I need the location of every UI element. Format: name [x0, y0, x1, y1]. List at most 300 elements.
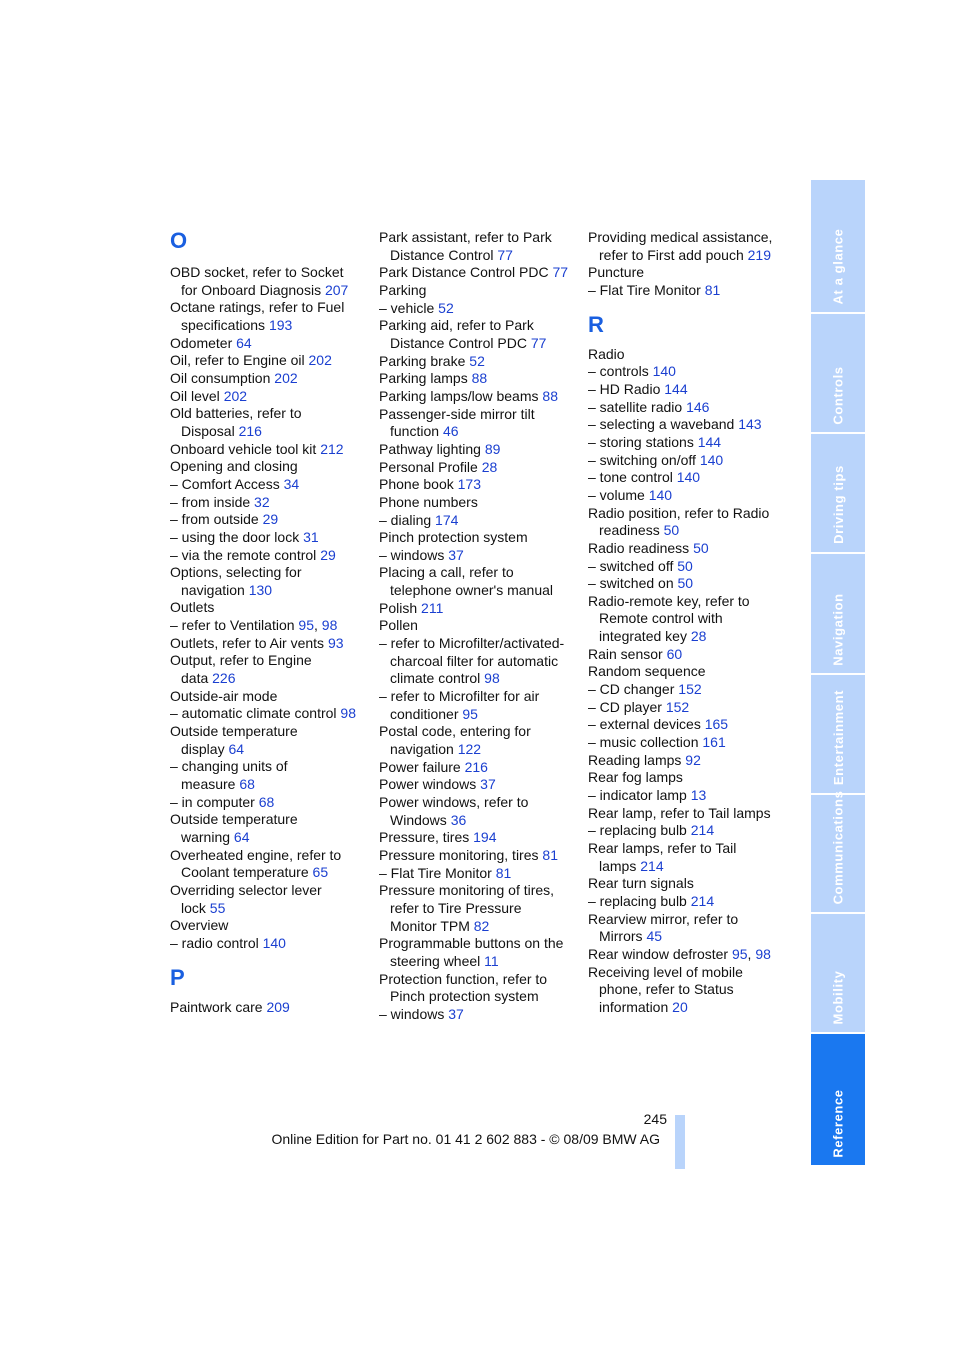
page-link[interactable]: 29 — [262, 511, 279, 528]
index-entry-text: Output, refer to Engine — [170, 652, 312, 669]
index-entry-text: – radio control — [170, 934, 259, 951]
index-entry-text: – satellite radio — [588, 398, 683, 415]
index-entry-text: Programmable buttons on the — [379, 935, 564, 952]
page-link[interactable]: 98 — [755, 945, 771, 962]
page-link[interactable]: 98 — [340, 705, 356, 722]
index-entry-text: warning — [181, 829, 231, 845]
index-entry-text: for Onboard Diagnosis — [181, 281, 322, 298]
page-link[interactable]: 214 — [690, 892, 715, 909]
index-entry-text: refer to Tire Pressure — [390, 899, 522, 916]
index-entry — [379, 406, 584, 424]
index-entry — [588, 858, 793, 876]
index-entry — [588, 469, 793, 487]
index-entry-text: – refer to Microfilter/activated- — [379, 635, 565, 652]
index-entry — [379, 423, 584, 441]
index-entry — [588, 452, 793, 470]
page-link[interactable]: 52 — [469, 352, 485, 369]
page-link[interactable]: 140 — [676, 469, 701, 486]
index-entry-text: Providing medical assistance, — [588, 229, 773, 245]
index-entry-text: – Comfort Access — [170, 475, 280, 492]
index-entry — [588, 663, 793, 681]
index-entry-text: Protection function, refer to — [379, 970, 548, 987]
page-link[interactable]: 202 — [308, 352, 332, 369]
index-entry-text: Rear lamp, refer to Tail lamps — [588, 804, 771, 821]
index-entry — [588, 699, 793, 717]
index-entry-text: Pinch protection system — [390, 988, 539, 1005]
index-entry-text: – dialing — [379, 511, 432, 528]
index-entry-text: phone, refer to Status — [599, 981, 734, 998]
index-entry — [379, 759, 584, 777]
index-entry — [379, 529, 584, 547]
index-entry-text: Pinch protection system — [379, 529, 528, 546]
sidebar-tab-controls[interactable] — [811, 314, 865, 434]
index-letter-heading: P — [170, 964, 185, 990]
index-entry-text: conditioner — [390, 705, 459, 722]
page-link[interactable]: 32 — [254, 493, 270, 510]
index-entry-text: – switching on/off — [588, 451, 696, 468]
index-entry — [588, 610, 793, 628]
index-entry — [170, 282, 370, 300]
index-entry-text: navigation — [390, 741, 454, 758]
page-link[interactable]: 193 — [268, 316, 293, 333]
index-entry — [379, 865, 584, 883]
index-entry — [379, 476, 584, 494]
index-entry-text: – indicator lamp — [588, 787, 687, 804]
index-entry-text: measure — [181, 776, 236, 793]
index-entry-text: Parking lamps — [379, 370, 468, 387]
sidebar-tab-label: Communications — [830, 790, 846, 904]
index-entry-text: Rear lamps, refer to Tail — [588, 840, 737, 856]
index-entry-text: Rearview mirror, refer to — [588, 910, 739, 927]
index-entry-text: – from outside — [170, 511, 259, 528]
index-entry-text: Radio-remote key, refer to — [588, 592, 750, 609]
index-entry — [170, 847, 370, 865]
index-entry-text: – tone control — [588, 469, 673, 486]
sidebar-tab-label: Controls — [830, 365, 846, 425]
index-entry-text: Radio position, refer to Radio — [588, 504, 770, 521]
index-entry-text: – Flat Tire Monitor — [379, 864, 492, 881]
index-entry — [170, 864, 370, 882]
index-entry-text: – HD Radio — [588, 380, 661, 397]
index-entry-text: Parking brake — [379, 352, 466, 369]
index-entry-text: display — [181, 740, 225, 757]
page-link[interactable]: 202 — [223, 387, 248, 404]
index-entry — [170, 441, 370, 459]
page-link[interactable]: 68 — [258, 793, 275, 810]
page-link[interactable]: 152 — [678, 681, 702, 698]
page-link[interactable]: 29 — [320, 546, 336, 563]
index-entry-text: – CD player — [588, 698, 662, 715]
sidebar-tab-entertainment[interactable] — [811, 675, 865, 795]
index-entry — [379, 353, 584, 371]
index-entry — [588, 787, 793, 805]
page-link[interactable]: 50 — [677, 557, 693, 574]
index-entry-text: lock — [181, 899, 206, 916]
page-link[interactable]: 144 — [697, 433, 722, 450]
index-entry-text: Radio readiness — [588, 539, 690, 556]
index-entry — [379, 829, 584, 847]
index-entry-text: Pressure monitoring of tires, — [379, 882, 555, 899]
index-entry — [170, 370, 370, 388]
index-entry-text: charcoal filter for automatic — [390, 652, 559, 669]
sidebar-tab-at-a-glance[interactable] — [811, 180, 865, 314]
index-entry — [588, 875, 793, 893]
index-entry — [588, 363, 793, 381]
page-link[interactable]: 28 — [690, 628, 707, 645]
index-entry — [170, 935, 370, 953]
page-link[interactable]: 82 — [473, 917, 490, 934]
index-entry — [379, 723, 584, 741]
index-entry-text: integrated key — [599, 628, 687, 645]
index-entry — [379, 776, 584, 794]
index-entry-text: – refer to Ventilation — [170, 617, 295, 634]
index-entry — [379, 812, 584, 830]
index-entry-text: Opening and closing — [170, 458, 298, 475]
page-link[interactable]: 214 — [690, 822, 715, 839]
sidebar-tab-label: Entertainment — [830, 689, 846, 786]
page-link[interactable]: 88 — [542, 387, 558, 404]
index-entry — [588, 540, 793, 558]
page-link[interactable]: 11 — [484, 952, 499, 969]
page-link[interactable]: 88 — [471, 370, 488, 387]
index-entry — [170, 511, 370, 529]
sidebar-tab-label: Reference — [830, 1088, 846, 1158]
index-entry-text: Outlets, refer to Air vents — [170, 634, 325, 651]
page-link[interactable]: 152 — [665, 698, 690, 715]
index-entry-text: Coolant temperature — [181, 864, 309, 881]
index-entry-text: – external devices — [588, 716, 701, 733]
page-link[interactable]: 81 — [542, 846, 558, 863]
sidebar-tab-communications[interactable] — [811, 790, 865, 914]
page-link[interactable]: 95 — [731, 945, 748, 962]
index-column-3 — [588, 229, 793, 1017]
index-entry-text: climate control — [390, 670, 481, 687]
index-entry-text: – switched on — [588, 575, 674, 592]
index-entry — [170, 670, 370, 688]
index-entry — [170, 529, 370, 547]
page-link[interactable]: 216 — [464, 758, 488, 775]
index-entry-text: Onboard vehicle tool kit — [170, 440, 317, 457]
index-entry-text: – selecting a waveband — [588, 416, 735, 433]
page-link[interactable]: 165 — [704, 716, 729, 733]
index-letter-heading: R — [588, 311, 604, 337]
page-link[interactable]: 122 — [457, 741, 482, 758]
index-entry — [379, 370, 584, 388]
page-link[interactable]: 60 — [666, 645, 683, 662]
index-entry — [588, 734, 793, 752]
index-entry-text: Paintwork care — [170, 998, 263, 1015]
page-link[interactable]: 64 — [233, 829, 250, 845]
index-entry — [588, 282, 793, 300]
index-entry — [379, 670, 584, 688]
index-entry-text: – vehicle — [379, 299, 435, 316]
index-entry-text: Pollen — [379, 617, 418, 634]
sidebar-tab-driving-tips[interactable] — [811, 434, 865, 554]
index-entry-text: – automatic climate control — [170, 705, 337, 722]
index-entry-text: information — [599, 998, 669, 1015]
page-link[interactable]: 95 — [298, 617, 314, 634]
index-entry — [588, 575, 793, 593]
page-link[interactable]: 212 — [320, 440, 344, 457]
chapter-sidebar — [811, 180, 865, 1167]
index-entry-text: Pressure, tires — [379, 829, 470, 846]
page-number: 245 — [643, 1111, 667, 1127]
index-entry — [588, 981, 793, 999]
index-entry-text: Overriding selector lever — [170, 881, 322, 898]
index-entry — [379, 847, 584, 865]
index-entry — [170, 582, 370, 600]
index-entry — [379, 635, 584, 653]
page-link[interactable]: 52 — [438, 299, 454, 316]
index-entry — [588, 399, 793, 417]
index-entry — [170, 335, 370, 353]
index-entry — [379, 441, 584, 459]
page-link[interactable]: 194 — [473, 829, 497, 846]
index-entry-text: Mirrors — [599, 928, 643, 945]
index-entry — [588, 505, 793, 523]
index-entry — [170, 458, 370, 476]
index-entry — [379, 335, 584, 353]
index-entry-text: – changing units of — [170, 758, 288, 775]
page-link[interactable]: 65 — [312, 864, 329, 881]
page-link[interactable]: 98 — [484, 670, 500, 687]
page-link[interactable]: 37 — [480, 776, 496, 793]
index-entry — [588, 416, 793, 434]
page-link[interactable]: 161 — [702, 734, 726, 751]
index-entry — [170, 317, 370, 335]
index-entry-text: Outside temperature — [170, 723, 298, 740]
index-entry-text: Puncture — [588, 264, 645, 281]
sidebar-tab-label: Mobility — [830, 970, 846, 1024]
page-link[interactable]: 36 — [450, 811, 467, 828]
index-entry — [170, 794, 370, 812]
sidebar-tab-label: At a glance — [830, 228, 846, 304]
index-entry-text: Reading lamps — [588, 751, 682, 768]
page-link[interactable]: 50 — [677, 575, 694, 592]
index-entry — [588, 558, 793, 576]
page-link[interactable]: 202 — [274, 369, 298, 386]
index-entry — [170, 494, 370, 512]
index-entry-text: telephone owner's manual — [390, 582, 554, 599]
page-link[interactable]: 209 — [266, 998, 290, 1015]
index-entry — [170, 652, 370, 670]
sidebar-tab-mobility[interactable] — [811, 914, 865, 1034]
page-link[interactable]: 207 — [324, 281, 349, 298]
sidebar-tab-reference[interactable] — [811, 1034, 865, 1167]
index-entry-text: Overheated engine, refer to — [170, 846, 342, 863]
page-link[interactable]: 77 — [497, 246, 513, 263]
index-entry — [379, 459, 584, 477]
index-entry — [379, 1006, 584, 1024]
index-entry-text: Outside temperature — [170, 811, 298, 828]
index-column-2 — [379, 229, 584, 1024]
page-link[interactable]: 216 — [238, 422, 262, 439]
index-entry — [379, 582, 584, 600]
index-entry — [170, 882, 370, 900]
page-link[interactable]: 81 — [495, 864, 512, 881]
page-link[interactable]: 89 — [484, 440, 501, 457]
index-entry — [170, 423, 370, 441]
index-entry-text: Power failure — [379, 758, 461, 775]
page-link[interactable]: 31 — [303, 528, 319, 545]
page-link[interactable]: 50 — [663, 522, 680, 539]
index-entry — [379, 882, 584, 900]
index-entry-text: – in computer — [170, 793, 255, 810]
index-entry — [170, 917, 370, 935]
page-link[interactable]: 77 — [552, 264, 569, 281]
index-entry — [170, 776, 370, 794]
index-entry-text: Odometer — [170, 334, 233, 351]
index-entry-text: Parking aid, refer to Park — [379, 317, 534, 334]
index-entry-text: – Flat Tire Monitor — [588, 281, 701, 298]
page-link[interactable]: 64 — [236, 334, 252, 351]
index-entry — [170, 405, 370, 423]
page-link[interactable]: 45 — [646, 928, 663, 945]
index-entry — [170, 547, 370, 565]
index-entry — [379, 282, 584, 300]
page-link[interactable]: 173 — [457, 476, 481, 493]
index-entry-text: Old batteries, refer to — [170, 405, 302, 422]
index-entry — [588, 893, 793, 911]
index-entry-text: steering wheel — [390, 952, 481, 969]
index-entry-text: Outside-air mode — [170, 687, 278, 704]
index-entry — [379, 512, 584, 530]
index-entry: – refer to Ventilation 95, 98 — [170, 617, 338, 634]
index-entry — [379, 247, 584, 265]
page-link[interactable]: 130 — [248, 581, 273, 598]
index-entry — [588, 716, 793, 734]
index-entry-text: specifications — [181, 316, 266, 333]
index-entry-text: Remote control with — [599, 610, 723, 627]
index-entry-text: data — [181, 670, 209, 687]
index-entry — [588, 264, 793, 282]
index-entry-text: – music collection — [588, 734, 699, 751]
index-entry-text: Oil consumption — [170, 369, 271, 386]
page-link[interactable]: 219 — [747, 246, 771, 263]
index-entry-text: – volume — [588, 486, 645, 503]
index-entry — [170, 635, 370, 653]
index-entry — [588, 769, 793, 787]
index-entry — [379, 600, 584, 618]
page-link[interactable]: 77 — [530, 334, 547, 351]
page-link[interactable]: 146 — [686, 398, 710, 415]
index-entry-text: Power windows — [379, 776, 477, 793]
page-link[interactable]: 174 — [435, 511, 459, 528]
page-link[interactable]: 140 — [652, 363, 676, 380]
index-entry-text: Monitor TPM — [390, 917, 470, 934]
index-entry-text: Postal code, entering for — [379, 723, 531, 740]
index-entry-text: – controls — [588, 363, 649, 380]
page-number-bar — [675, 1115, 685, 1169]
index-entry — [170, 829, 370, 847]
page-link[interactable]: 95 — [462, 705, 478, 722]
page-link[interactable]: 140 — [648, 486, 673, 503]
index-entry — [588, 840, 793, 858]
page-link[interactable]: 46 — [442, 423, 459, 440]
index-entry — [588, 628, 793, 646]
index-entry — [379, 688, 584, 706]
page-link[interactable]: 144 — [664, 380, 688, 397]
index-entry-text: readiness — [599, 522, 660, 539]
index-entry-text: Outlets — [170, 599, 215, 616]
index-entry-text: navigation — [181, 581, 245, 598]
index-entry — [588, 805, 793, 823]
index-entry-text: Rear turn signals — [588, 875, 694, 892]
page-link[interactable]: 214 — [640, 857, 664, 874]
index-entry — [379, 264, 584, 282]
index-entry — [588, 822, 793, 840]
index-entry-text: Disposal — [181, 422, 235, 439]
index-entry — [588, 247, 793, 265]
index-entry-text: – storing stations — [588, 433, 694, 450]
index-entry — [379, 494, 584, 512]
index-entry — [588, 646, 793, 664]
page-link[interactable]: 13 — [690, 787, 707, 804]
index-entry — [379, 935, 584, 953]
page-link[interactable]: 28 — [481, 458, 498, 475]
index-entry — [170, 264, 370, 282]
index-entry — [588, 487, 793, 505]
page-link[interactable]: 20 — [672, 998, 688, 1015]
index-entry: Rear window defroster 95, 98 — [588, 945, 771, 962]
index-entry — [588, 593, 793, 611]
page-link[interactable]: 93 — [327, 634, 344, 651]
page-link[interactable]: 98 — [321, 617, 338, 634]
page-link[interactable]: 50 — [693, 539, 709, 556]
page-link[interactable]: 92 — [685, 751, 701, 768]
index-entry-text: Parking lamps/low beams — [379, 387, 539, 404]
page-link[interactable]: 55 — [209, 899, 226, 916]
index-entry — [170, 705, 370, 723]
index-entry — [588, 911, 793, 929]
index-entry — [379, 794, 584, 812]
index-entry-text: Rear window defroster — [588, 945, 729, 962]
index-entry-text: Octane ratings, refer to Fuel — [170, 299, 345, 316]
index-entry — [170, 388, 370, 406]
page-link[interactable]: 68 — [239, 776, 255, 793]
index-entry — [588, 381, 793, 399]
page-link[interactable]: 140 — [699, 451, 724, 468]
index-entry — [379, 564, 584, 582]
index-entry — [588, 928, 793, 946]
page-link[interactable]: 143 — [738, 416, 762, 433]
index-entry — [588, 522, 793, 540]
index-entry — [379, 547, 584, 565]
index-column-1 — [170, 229, 370, 1016]
page-link[interactable]: 140 — [262, 934, 286, 951]
page-link[interactable]: 211 — [421, 599, 444, 616]
index-entry — [170, 352, 370, 370]
index-entry-text: – windows — [379, 1005, 445, 1022]
index-entry-text: OBD socket, refer to Socket — [170, 264, 344, 280]
page-link[interactable]: 37 — [448, 1005, 464, 1022]
index-entry-text: Overview — [170, 917, 229, 934]
page-link[interactable]: 34 — [283, 475, 300, 492]
index-entry — [588, 346, 793, 364]
sidebar-tab-navigation[interactable] — [811, 554, 865, 675]
index-entry-text: – refer to Microfilter for air — [379, 688, 540, 705]
index-entry-text: Windows — [390, 811, 447, 828]
index-entry — [170, 811, 370, 829]
index-entry-text: – CD changer — [588, 681, 675, 698]
index-entry-text: – switched off — [588, 557, 674, 574]
page-link[interactable]: 64 — [228, 740, 245, 757]
page-link[interactable]: 81 — [704, 281, 721, 298]
index-entry-text: Pathway lighting — [379, 440, 481, 457]
index-entry — [379, 900, 584, 918]
page-link[interactable]: 226 — [212, 670, 236, 687]
page-link[interactable]: 37 — [448, 546, 464, 563]
